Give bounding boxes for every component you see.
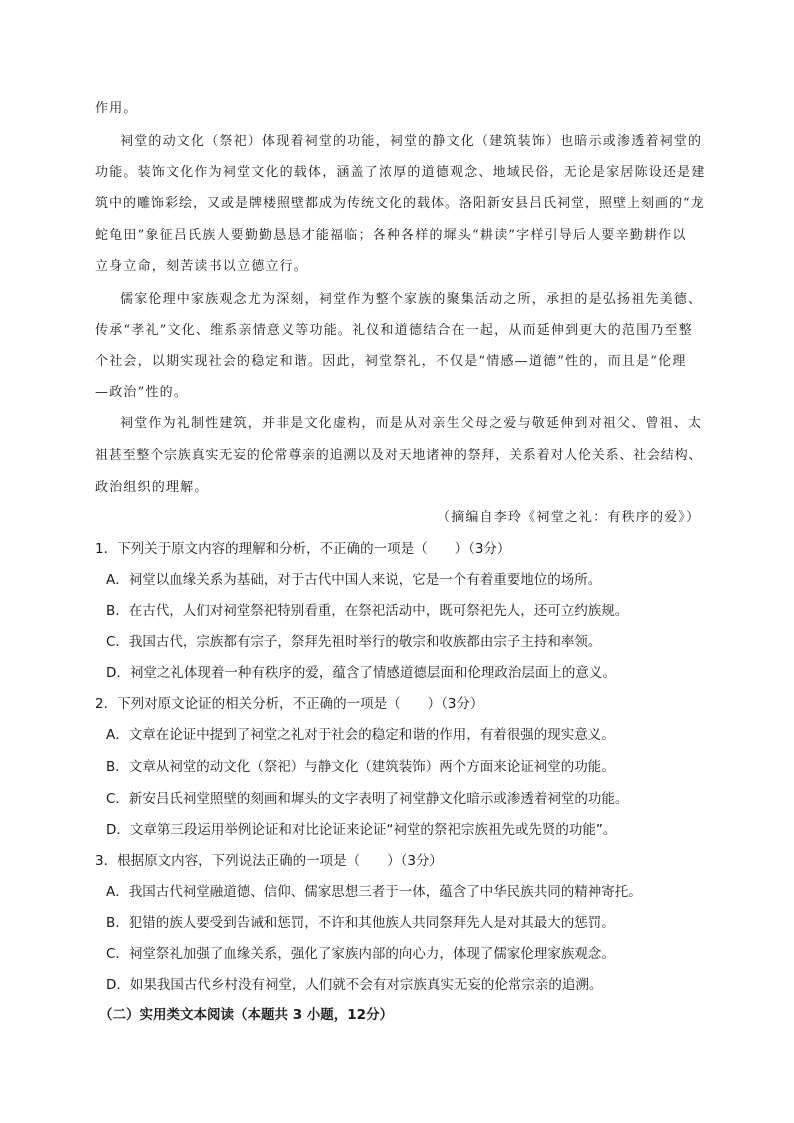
- passage-line: 作用。: [95, 101, 138, 116]
- option-b: B．犯错的族人要受到告诫和惩罚，不许和其他族人共同祭拜先人是对其最大的惩罚。: [106, 915, 615, 931]
- option-c: C．新安吕氏祠堂照壁的刻画和墀头的文字表明了祠堂静文化暗示或渗透着祠堂的功能。: [106, 791, 629, 807]
- option-a: A．祠堂以血缘关系为基础，对于古代中国人来说，它是一个有着重要地位的场所。: [106, 572, 602, 588]
- option-d: D．祠堂之礼体现着一种有秩序的爱，蕴含了情感道德层面和伦理政治层面上的意义。: [106, 665, 616, 681]
- option-d: D．如果我国古代乡村没有祠堂，人们就不会有对宗族真实无妄的伦常宗亲的追溯。: [106, 977, 603, 993]
- passage-line: 祖甚至整个宗族真实无妄的伦常尊亲的追溯以及对天地诸神的祭拜，关系着对人伦关系、社会结构、: [95, 448, 703, 463]
- passage-line: 祠堂作为礼制性建筑，并非是文化虚构，而是从对亲生父母之爱与敬延伸到对祖父、曾祖、太: [120, 416, 703, 431]
- passage-line: 筑中的雕饰彩绘，又或是牌楼照壁都成为传统文化的载体。洛阳新安县吕氏祠堂，照壁上刻画的“龙: [95, 196, 705, 211]
- passage-line: 祠堂的动文化（祭祀）体现着祠堂的功能，祠堂的静文化（建筑装饰）也暗示或渗透着祠堂的: [120, 134, 703, 149]
- passage-line: 传承“孝礼”文化、维系亲情意义等功能。礼仪和道德结合在一起，从而延伸到更大的范围乃至整: [95, 323, 693, 338]
- passage-line: 蛇龟田”象征吕氏族人要勤勤恳恳才能福临；各种各样的墀头“耕读”字样引导后人要辛勤耕作以: [95, 228, 687, 243]
- passage-line: 政治组织的理解。: [95, 480, 209, 495]
- option-a: A．文章在论证中提到了祠堂之礼对于社会的稳定和谐的作用，有着很强的现实意义。: [106, 727, 615, 743]
- question-stem: 1．下列关于原文内容的理解和分析，不正确的一项是（ ）（3分）: [95, 541, 511, 557]
- option-b: B．文章从祠堂的动文化（祭祀）与静文化（建筑装饰）两个方面来论证祠堂的功能。: [106, 759, 615, 775]
- option-c: C．祠堂祭礼加强了血缘关系，强化了家族内部的向心力，体现了儒家伦理家族观念。: [106, 946, 615, 962]
- passage-line: 个社会，以期实现社会的稳定和谐。因此，祠堂祭礼，不仅是“情感—道德”性的，而且是“伦理: [95, 354, 687, 369]
- question-stem: 3．根据原文内容，下列说法正确的一项是（ ）（3分）: [95, 853, 443, 869]
- passage-line: 儒家伦理中家族观念尤为深刻，祠堂作为整个家族的聚集活动之所，承担的是弘扬祖先美德、: [120, 292, 703, 307]
- option-b: B．在古代，人们对祠堂祭祀特别看重，在祭祀活动中，既可祭祀先人，还可立约族规。: [106, 603, 629, 619]
- option-d: D．文章第三段运用举例论证和对比论证来论证“祠堂的祭祀宗族祖先或先贤的功能”。: [106, 822, 617, 838]
- passage-line: 功能。装饰文化作为祠堂文化的载体，涵盖了浓厚的道德观念、地域民俗，无论是家居陈设还是建: [95, 165, 706, 180]
- question-stem: 2．下列对原文论证的相关分析，不正确的一项是（ ）（3分）: [95, 696, 484, 712]
- passage-source: （摘编自李玲《祠堂之礼：有秩序的爱》）: [437, 510, 701, 525]
- section-heading: （二）实用类文本阅读（本题共 3 小题，12分）: [99, 1007, 394, 1023]
- passage-line: —政治”性的。: [95, 385, 189, 400]
- passage-line: 立身立命，刻苦读书以立德立行。: [95, 259, 309, 274]
- option-c: C．我国古代，宗族都有宗子，祭拜先祖时举行的敬宗和收族都由宗子主持和率领。: [106, 634, 602, 650]
- option-a: A．我国古代祠堂融道德、信仰、儒家思想三者于一体，蕴含了中华民族共同的精神寄托。: [106, 884, 642, 900]
